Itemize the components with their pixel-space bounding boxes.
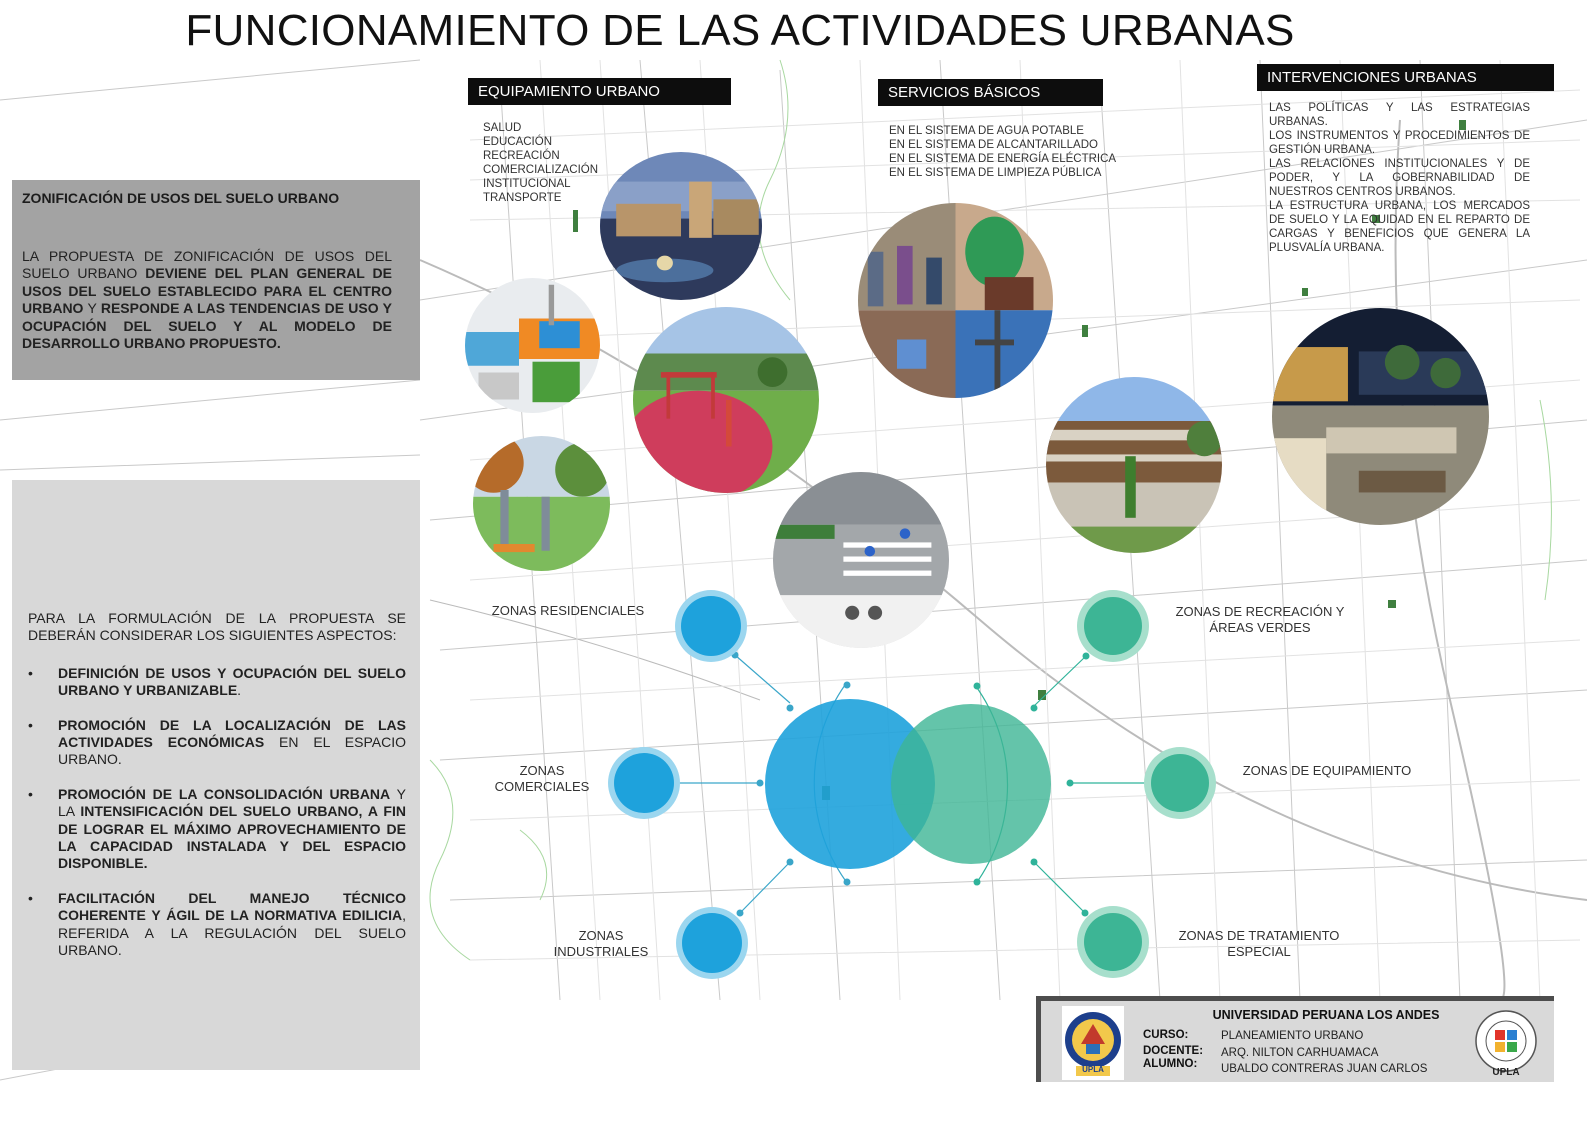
- list-item: LA ESTRUCTURA URBANA, LOS MERCADOS DE SUELO Y LA EQUIDAD EN EL REPARTO DE CARGAS Y BENEFICIOS QUE GENERA LA PLUSVALÍA URBANA.: [1269, 200, 1530, 254]
- label-zonas-industriales: [546, 928, 656, 960]
- list-item: SALUD: [483, 122, 522, 134]
- footer-university: UNIVERSIDAD PERUANA LOS ANDES: [1212, 1008, 1440, 1022]
- label-line: ZONAS: [519, 763, 565, 778]
- upla-seal-logo: [1062, 1006, 1124, 1080]
- header-servicios-basicos: SERVICIOS BÁSICOS: [878, 79, 1103, 106]
- node-industriales: [676, 907, 748, 979]
- zonificacion-panel: [12, 180, 420, 380]
- zonificacion-text-bold-2: RESPONDE A LAS TENDENCIAS DE USO Y OCUPACIÓN DEL SUELO Y AL MODELO DE DESARROLLO URBANO PROPUESTO.: [22, 300, 392, 352]
- aspecto-normal: .: [237, 682, 242, 699]
- list-item: LAS RELACIONES INSTITUCIONALES Y DE PODER, Y LA GOBERNABILIDAD DE NUESTROS CENTROS URBANOS.: [1269, 158, 1530, 198]
- label-zonas-equipamiento: ZONAS DE EQUIPAMIENTO: [1242, 763, 1412, 778]
- aspectos-intro: PARA LA FORMULACIÓN DE LA PROPUESTA SE DEBERÁN CONSIDERAR LOS SIGUIENTES ASPECTOS:: [28, 610, 406, 644]
- node-equipamiento: [1144, 747, 1216, 819]
- aspecto-normal: EN EL ESPACIO URBANO.: [58, 734, 406, 768]
- footer-alumno: UBALDO CONTRERAS JUAN CARLOS: [1221, 1063, 1428, 1075]
- footer-curso-label: CURSO:: [1143, 1029, 1189, 1041]
- photo-park-playground: [633, 307, 819, 493]
- list-item: EN EL SISTEMA DE AGUA POTABLE: [889, 125, 1084, 137]
- aspectos-panel: [12, 480, 420, 1070]
- aspecto-bold: PROMOCIÓN DE LA CONSOLIDACIÓN URBANA: [58, 785, 391, 802]
- node-comerciales: [608, 747, 680, 819]
- aspecto-bold-2: INTENSIFICACIÓN DEL SUELO URBANO, A FIN DE LOGRAR EL MÁXIMO APROVECHAMIENTO DE LA CAPACIDAD INSTALADA Y DEL ESPACIO DISPONIBLE.: [58, 803, 406, 872]
- label-zonas-recreacion: [1162, 604, 1358, 636]
- photo-basic-services: [858, 203, 1053, 398]
- zonificacion-text-normal-2: Y: [83, 300, 101, 317]
- list-item: [28, 786, 406, 873]
- zonificacion-text-bold: DEVIENE DEL PLAN GENERAL DE USOS DEL SUELO ESTABLECIDO PARA EL CENTRO URBANO: [22, 265, 392, 317]
- list-item: LAS POLÍTICAS Y LAS ESTRATEGIAS URBANAS.: [1269, 102, 1530, 128]
- footer-alumno-label: ALUMNO:: [1143, 1058, 1198, 1070]
- list-item: RECREACIÓN: [483, 150, 560, 162]
- list-item: [28, 665, 406, 700]
- footer-curso: PLANEAMIENTO URBANO: [1221, 1030, 1364, 1042]
- photo-playground-equipment: [465, 278, 600, 413]
- aspecto-bold: PROMOCIÓN DE LA LOCALIZACIÓN DE LAS ACTIVIDADES ECONÓMICAS: [58, 716, 406, 751]
- list-item: INSTITUCIONAL: [483, 178, 571, 190]
- list-item: EN EL SISTEMA DE LIMPIEZA PÚBLICA: [889, 167, 1102, 179]
- venn-circle-green: [891, 704, 1051, 864]
- photo-outdoor-gym: [473, 436, 610, 571]
- node-recreacion: [1077, 590, 1149, 662]
- aspectos-list: [28, 665, 406, 960]
- aspecto-normal: Y LA: [58, 785, 406, 820]
- node-tratamiento: [1077, 906, 1149, 978]
- aspecto-normal: , REFERIDA A LA REGULACIÓN DEL SUELO URBANO.: [58, 907, 406, 959]
- label-zonas-comerciales: [480, 763, 604, 795]
- bullet: •: [28, 889, 33, 906]
- bullet: •: [28, 716, 33, 733]
- list-item: EDUCACIÓN: [483, 136, 553, 148]
- label-line: ÁREAS VERDES: [1209, 620, 1311, 635]
- node-residenciales: [675, 590, 747, 662]
- header-equipamiento-urbano: EQUIPAMIENTO URBANO: [468, 78, 731, 105]
- page-title: FUNCIONAMIENTO DE LAS ACTIVIDADES URBANAS: [185, 6, 1295, 55]
- list-item: [28, 890, 406, 960]
- list-item: EN EL SISTEMA DE ALCANTARILLADO: [889, 139, 1098, 151]
- aspecto-bold: FACILITACIÓN DEL MANEJO TÉCNICO COHERENTE Y ÁGIL DE LA NORMATIVA EDILICIA: [58, 889, 406, 924]
- header-intervenciones-urbanas: INTERVENCIONES URBANAS: [1257, 64, 1554, 91]
- list-item: TRANSPORTE: [483, 192, 562, 204]
- faculty-emblem-text: UPLA: [1492, 1067, 1520, 1078]
- label-line: INDUSTRIALES: [553, 944, 649, 959]
- photo-building-courtyard: [1046, 377, 1222, 553]
- label-line: ESPECIAL: [1227, 944, 1291, 959]
- label-zonas-residenciales: ZONAS RESIDENCIALES: [491, 603, 645, 618]
- list-item: COMERCIALIZACIÓN: [483, 164, 599, 176]
- upla-seal-text: UPLA: [1082, 1065, 1104, 1074]
- photo-night-plaza: [1272, 308, 1489, 525]
- label-line: ZONAS DE TRATAMIENTO: [1178, 928, 1340, 943]
- bullet: •: [28, 664, 33, 681]
- equipamiento-list: [483, 121, 598, 205]
- label-line: ZONAS: [578, 928, 624, 943]
- aspecto-bold: DEFINICIÓN DE USOS Y OCUPACIÓN DEL SUELO URBANO Y URBANIZABLE: [58, 664, 406, 699]
- servicios-list: [889, 124, 1116, 180]
- footer-docente-label: DOCENTE:: [1143, 1045, 1204, 1057]
- footer-title-block: [1036, 996, 1554, 1082]
- zonificacion-title: ZONIFICACIÓN DE USOS DEL SUELO URBANO: [22, 190, 340, 206]
- intervenciones-list: [1269, 101, 1530, 255]
- label-line: ZONAS DE RECREACIÓN Y: [1175, 604, 1345, 619]
- zonificacion-text-normal: LA PROPUESTA DE ZONIFICACIÓN DE USOS DEL SUELO URBANO: [22, 248, 392, 282]
- label-line: COMERCIALES: [494, 779, 590, 794]
- list-item: [28, 717, 406, 769]
- footer-docente: ARQ. NILTON CARHUAMACA: [1221, 1047, 1379, 1059]
- bullet: •: [28, 785, 33, 802]
- faculty-emblem-logo: [1471, 1009, 1541, 1081]
- list-item: EN EL SISTEMA DE ENERGÍA ELÉCTRICA: [889, 153, 1117, 165]
- photo-civic-plaza: [600, 152, 762, 300]
- list-item: LOS INSTRUMENTOS Y PROCEDIMIENTOS DE GESTIÓN URBANA.: [1269, 130, 1530, 156]
- label-zonas-tratamiento: [1166, 928, 1352, 960]
- zonificacion-text: [22, 248, 392, 352]
